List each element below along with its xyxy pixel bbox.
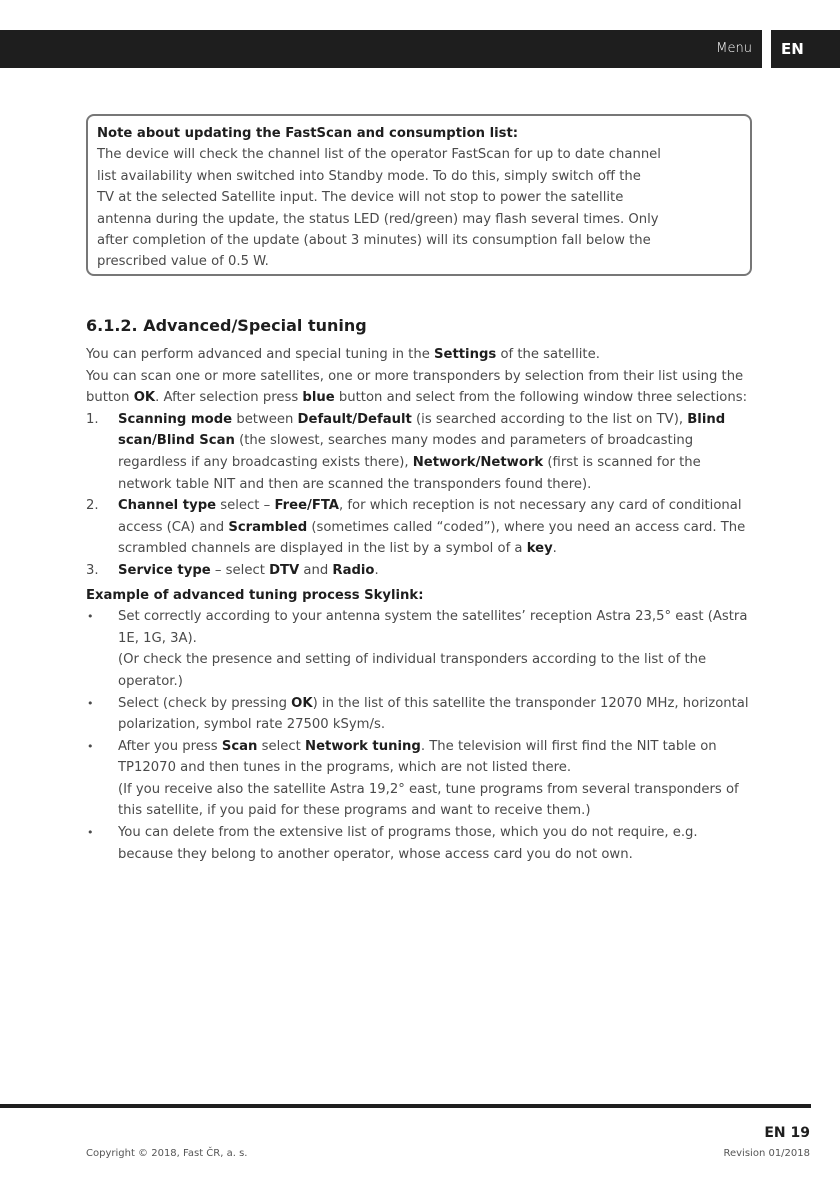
bullet-item bbox=[86, 736, 756, 822]
text: select bbox=[257, 738, 306, 754]
text: You can scan one or more satellites, one or more transponders by selection from their list using the button bbox=[86, 368, 744, 406]
example-title: Example of advanced tuning process Skylink: bbox=[86, 587, 424, 603]
text: (is searched according to the list on TV), bbox=[411, 411, 688, 427]
bullet-item bbox=[86, 822, 756, 865]
term: DTV bbox=[269, 562, 300, 578]
text: (the slowest, searches many modes and parameters of broadcasting regardless if any broadcasting exists there), bbox=[118, 433, 694, 470]
text: and bbox=[299, 562, 333, 578]
bullet-item bbox=[86, 606, 756, 692]
term: Channel type bbox=[118, 498, 217, 514]
term: Scan bbox=[221, 738, 258, 754]
text: After you press bbox=[118, 738, 222, 754]
bullet-icon: • bbox=[87, 739, 94, 753]
text: between bbox=[232, 411, 298, 427]
bullet-text: Set correctly according to your antenna system the satellites’ reception Astra 23,5° east (Astra 1E, 1G, 3A). bbox=[118, 609, 748, 646]
item-number: 3. bbox=[86, 562, 99, 578]
list-item bbox=[86, 495, 756, 560]
text: of the satellite. bbox=[496, 347, 600, 362]
term: Service type bbox=[118, 562, 211, 578]
text: (sometimes called “coded”), where you need an access card. The scrambled channels are displayed in the list by a symbol of a bbox=[118, 519, 746, 557]
bullet-text bbox=[118, 736, 756, 779]
text: . The television will first find the NIT table on TP12070 and then tunes in the programs, which are not listed there. bbox=[118, 738, 717, 776]
intro-paragraph bbox=[86, 344, 756, 366]
term: Radio bbox=[332, 562, 375, 578]
section-content bbox=[86, 344, 756, 865]
ok-term: OK bbox=[133, 390, 156, 406]
revision: Revision 01/2018 bbox=[723, 1148, 810, 1159]
term: key bbox=[526, 541, 553, 557]
text: . After selection press bbox=[155, 390, 303, 406]
text: You can perform advanced and special tuning in the bbox=[86, 347, 434, 362]
text: . bbox=[374, 562, 379, 578]
blue-term: blue bbox=[302, 390, 335, 406]
note-line: The device will check the channel list of the operator FastScan for up to date channel bbox=[97, 147, 661, 163]
bullet-icon: • bbox=[87, 696, 94, 710]
settings-term: Settings bbox=[434, 347, 497, 362]
copyright: Copyright © 2018, Fast ČR, a. s. bbox=[86, 1148, 248, 1159]
note-line: antenna during the update, the status LED (red/green) may flash several times. Only bbox=[97, 211, 659, 227]
text: . bbox=[552, 541, 557, 557]
bullet-icon: • bbox=[87, 826, 94, 840]
list-item bbox=[86, 560, 756, 582]
item-number: 2. bbox=[86, 498, 99, 514]
text: ) in the list of this satellite the transponder 12070 MHz, horizontal polarization, symbol rate 27500 kSym/s. bbox=[118, 695, 749, 733]
note-box bbox=[86, 114, 752, 276]
intro-paragraph bbox=[86, 366, 756, 409]
note-line: list availability when switched into Standby mode. To do this, simply switch off the bbox=[97, 168, 641, 184]
text: – select bbox=[210, 562, 270, 578]
bullet-note: (Or check the presence and setting of individual transponders according to the list of the operator.) bbox=[118, 652, 707, 689]
text: (first is scanned for the network table NIT and then are scanned the transponders found there). bbox=[118, 454, 701, 492]
term: Scanning mode bbox=[118, 411, 233, 427]
item-number: 1. bbox=[86, 411, 99, 427]
term: Network tuning bbox=[305, 738, 421, 754]
text: , for which reception is not necessary any card of conditional access (CA) and bbox=[118, 498, 742, 535]
bullet-item bbox=[86, 693, 756, 736]
section-title: 6.1.2. Advanced/Special tuning bbox=[86, 316, 367, 335]
note-title: Note about updating the FastScan and consumption list: bbox=[97, 126, 519, 141]
language-badge: EN bbox=[771, 30, 840, 68]
list-item bbox=[86, 409, 756, 495]
term: Blind scan/Blind Scan bbox=[118, 411, 726, 449]
note-line: prescribed value of 0.5 W. bbox=[97, 254, 269, 270]
note-line: after completion of the update (about 3 minutes) will its consumption fall below the bbox=[97, 233, 651, 249]
bullet-icon: • bbox=[87, 610, 94, 624]
footer-rule bbox=[0, 1104, 811, 1108]
term: Default/Default bbox=[297, 411, 412, 427]
header-bar bbox=[0, 30, 762, 68]
term: Network/Network bbox=[412, 454, 544, 470]
text: button and select from the following window three selections: bbox=[334, 390, 748, 406]
term: OK bbox=[291, 695, 313, 711]
text: You can delete from the extensive list of programs those, which you do not require, e.g. because they belong to another operator, whose access card you do not own. bbox=[118, 825, 698, 862]
text: Select (check by pressing bbox=[118, 695, 292, 711]
term: Free/FTA bbox=[274, 498, 340, 514]
page-number: EN 19 bbox=[764, 1125, 810, 1141]
note-line: TV at the selected Satellite input. The device will not stop to power the satellite bbox=[97, 190, 624, 206]
term: Scrambled bbox=[228, 519, 308, 535]
text: select – bbox=[216, 498, 275, 514]
menu-link[interactable]: Menu bbox=[716, 41, 752, 56]
bullet-note: (If you receive also the satellite Astra 19,2° east, tune programs from several transponders of this satellite, if you paid for these programs and want to receive them.) bbox=[118, 781, 739, 819]
